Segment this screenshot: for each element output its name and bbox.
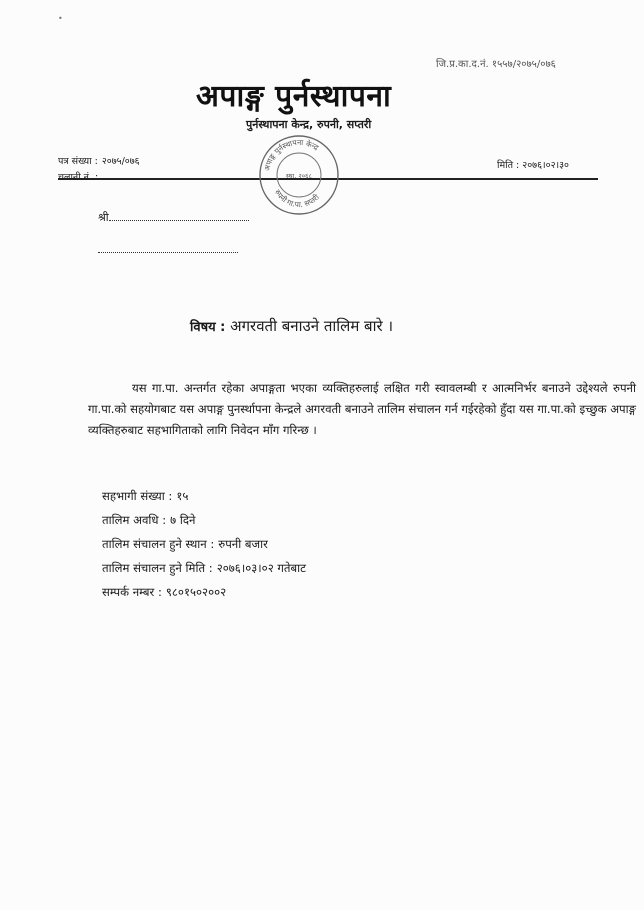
seal-bottom-text: रुपनी गा.पा. सप्तरी (272, 188, 321, 210)
subject-label: विषय : (190, 320, 226, 335)
detail-value: १५ (176, 489, 189, 503)
detail-value: ७ दिने (170, 513, 196, 527)
office-seal (258, 134, 340, 216)
organization-subtitle: पुर्नस्थापना केन्द्र, रुपनी, सप्तरी (246, 118, 372, 131)
letter-reference (58, 154, 140, 186)
addressee-prefix: श्री (98, 211, 109, 224)
detail-label: तालिम संचालन हुने मिति : (102, 561, 213, 575)
seal-center-text: स्था. २०६८ (286, 172, 312, 180)
patra-label: पत्र संख्या : (58, 156, 98, 167)
date-label: मिति : (497, 160, 520, 171)
letter-date (497, 158, 569, 171)
organization-title: अपाङ्ग पुर्नस्थापना (196, 79, 392, 114)
addressee-blank (109, 210, 249, 221)
detail-label: तालिम अवधि : (102, 513, 167, 527)
detail-value: २०७६।०३।०२ गतेबाट (216, 561, 307, 575)
detail-venue (102, 532, 306, 556)
detail-duration (102, 508, 306, 532)
detail-label: सम्पर्क नम्बर : (102, 585, 162, 599)
detail-start-date (102, 556, 306, 580)
scan-mark: • (58, 14, 63, 23)
patra-sankhya (58, 154, 140, 170)
seal-ring-text: अपाङ्ग पुर्नस्थापना केन्द्र (262, 137, 321, 172)
date-value: २०७६।०२।३० (522, 160, 570, 171)
body-paragraph: यस गा.पा. अन्तर्गत रहेका अपाङ्गता भएका व्यक्तिहरुलाई लक्षित गरी स्वावलम्बी र आत्मनिर्भर बनाउने उद्देश्यले रुपनी गा.पा.को सहयोगबाट यस अपाङ्ग पुनर्स्थापना केन्द्रले अगरवती बनाउने तालिम संचालन गर्न गईरहेको हुँदा यस गा.पा.को इच्छुक अपाङ्ग व्यक्तिहरुबाट सहभागिताको लागि निवेदन माँग गरिन्छ । (88, 381, 636, 437)
addressee-blank-line-2 (98, 246, 238, 253)
addressee-line (98, 210, 249, 225)
detail-participants (102, 484, 306, 508)
subject-text: अगरवती बनाउने तालिम बारे । (230, 317, 394, 335)
registration-number: जि.प्र.का.द.नं. १५५७/२०७५/०७६ (436, 59, 556, 70)
detail-value: ९८०१५०२००२ (165, 585, 227, 599)
detail-label: सहभागी संख्या : (102, 489, 173, 503)
detail-value: रुपनी बजार (218, 537, 268, 551)
detail-contact (102, 580, 306, 604)
subject-line (190, 316, 393, 336)
patra-value: २०७५/०७६ (101, 156, 140, 167)
training-details (102, 484, 306, 604)
detail-label: तालिम संचालन हुने स्थान : (102, 537, 215, 551)
